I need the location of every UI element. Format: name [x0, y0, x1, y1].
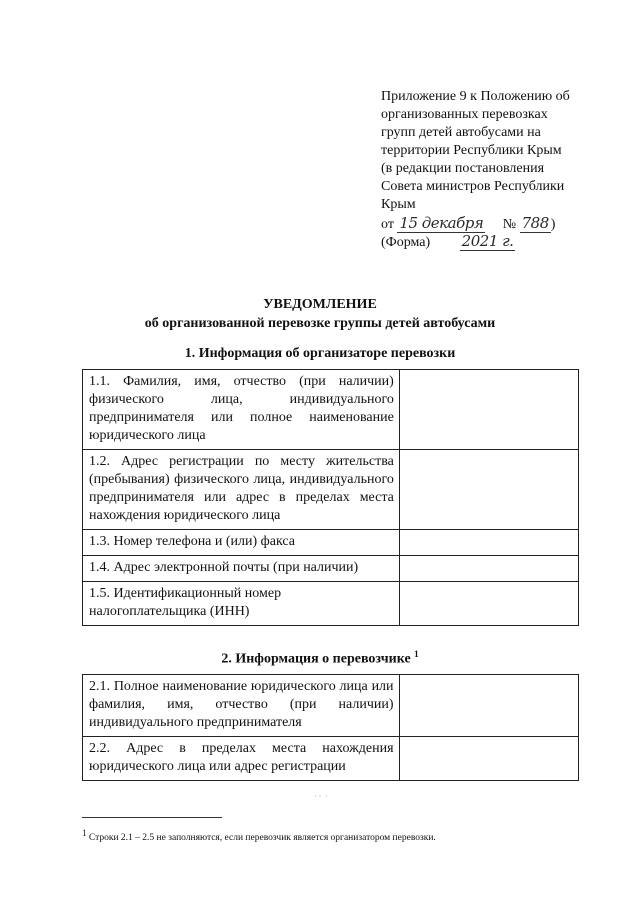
field-label: 1.4. Адрес электронной почты (при наличии) — [83, 556, 400, 582]
field-value-cell[interactable] — [399, 450, 578, 530]
footnote-mark: 1 — [82, 828, 87, 838]
carrier-table — [82, 674, 579, 781]
table-row — [83, 450, 579, 530]
footnote-divider — [82, 817, 222, 818]
handwritten-number: 788 — [521, 214, 549, 232]
number-label: № — [502, 217, 517, 232]
field-label: 1.5. Идентификационный номер налогоплательщика (ИНН) — [83, 582, 400, 626]
field-value-cell[interactable] — [399, 582, 578, 626]
document-title: УВЕДОМЛЕНИЕ — [263, 297, 377, 312]
field-value-cell[interactable] — [399, 530, 578, 556]
field-label: 1.1. Фамилия, имя, отчество (при наличии) физического лица, индивидуального предпринимателя или полное наименование юридического лица — [83, 370, 400, 450]
appendix-line: территории Республики Крым — [381, 143, 562, 158]
section2-heading — [0, 649, 640, 668]
appendix-line: (в редакции постановления — [381, 161, 545, 176]
date-number-row: от 15 декабря № 788 ) — [381, 214, 556, 232]
table-row — [83, 556, 579, 582]
section1-heading: 1. Информация об организаторе перевозки — [184, 346, 456, 361]
field-value-cell[interactable] — [399, 370, 578, 450]
appendix-line: Приложение 9 к Положению об — [381, 89, 570, 104]
table-row — [83, 675, 579, 737]
organizer-table — [82, 369, 579, 626]
field-label: 2.1. Полное наименование юридического лица или фамилия, имя, отчество (при наличии) индивидуального предпринимателя — [83, 675, 400, 737]
table-row — [83, 582, 579, 626]
handwritten-year: 2021 г. — [461, 232, 514, 250]
appendix-line: организованных перевозках — [381, 107, 548, 122]
field-label: 1.2. Адрес регистрации по месту жительства (пребывания) физического лица, индивидуального предпринимателя или адрес в пределах места нахождения юридического лица — [83, 450, 400, 530]
appendix-line: Совета министров Республики — [381, 179, 565, 194]
from-label: от — [381, 217, 394, 232]
appendix-line: Крым — [381, 197, 416, 212]
footnote — [82, 828, 436, 843]
footnote-text: Строки 2.1 – 2.5 не заполняются, если перевозчик является организатором перевозки. — [88, 833, 436, 844]
document-subtitle: об организованной перевозке группы детей автобусами — [144, 316, 496, 331]
appendix-block — [381, 88, 601, 252]
form-row — [381, 232, 601, 252]
table-row — [83, 530, 579, 556]
scan-specks: · · · — [314, 792, 328, 801]
appendix-line: групп детей автобусами на — [381, 125, 541, 140]
footnote-marker: 1 — [414, 649, 419, 659]
field-label: 2.2. Адрес в пределах места нахождения юридического лица или адрес регистрации — [83, 737, 400, 781]
field-label: 1.3. Номер телефона и (или) факса — [83, 530, 400, 556]
field-value-cell[interactable] — [399, 675, 578, 737]
form-label: (Форма) — [381, 235, 431, 250]
field-value-cell[interactable] — [399, 737, 578, 781]
field-value-cell[interactable] — [399, 556, 578, 582]
table-row — [83, 737, 579, 781]
handwritten-date: 15 декабря — [399, 214, 484, 232]
table-row — [83, 370, 579, 450]
section2-heading-text: 2. Информация о перевозчике — [221, 651, 411, 667]
